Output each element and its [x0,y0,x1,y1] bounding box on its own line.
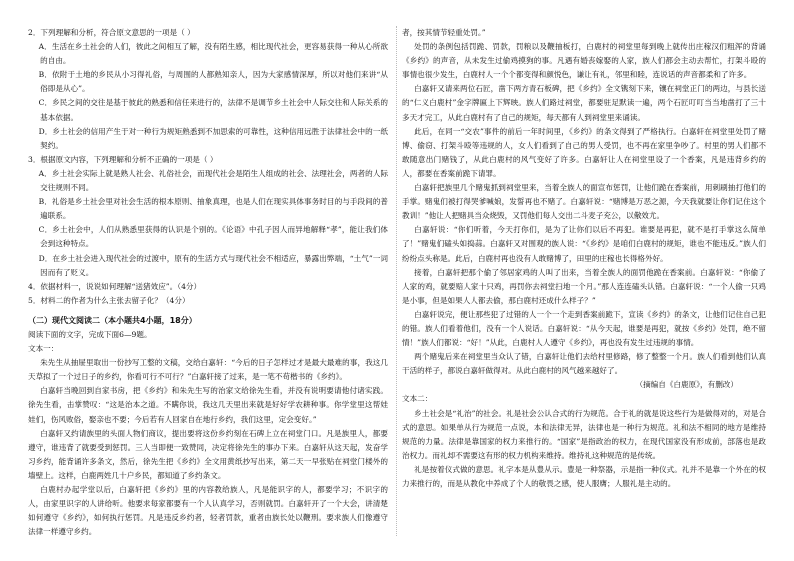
left-column [28,26,388,539]
text-paragraph-12: 礼是按着仪式做的意思。礼字本是从豊从示。豊是一种祭器，示是指一种仪式。礼并不是靠一个外在的权力来推行的，而是从教化中养成了个人的敬畏之感，使人服膺；人服礼是主动的。 [402,464,766,488]
text-paragraph-2: 白嘉轩又请来两位石匠，凿下两方青石板碑，把《乡约》全文镌刻下来，镶在祠堂正门的两边，与县长送的“仁义白鹿村”金字牌匾上下辉映。族人们路过祠堂，都要驻足默读一遍，两个石匠叮叮当当地凿打了三十多天才完工，从此白鹿村有了自己的规矩，每天都有人到祠堂里来诵读。 [402,84,766,122]
column-divider [396,26,397,536]
text-paragraph-7: 白嘉轩说完，便让那些犯了过错的人一个一个走到香案前跪下，宣读《乡约》的条文，让他们记住自己犯的错。族人们看着他们，没有一个人说话。白嘉轩说：“从今天起，谁要是再犯，就按《乡约》处罚，绝不留情！”族人们都说：“好！”从此，白鹿村人人遵守《乡约》，再也没有发生过违规的事情。 [402,309,766,348]
question-stem-0: 2．下列理解和分析，符合原文意思的一项是（ ） [28,28,195,37]
text-paragraph-4: 白嘉轩把族里几个赌鬼抓到祠堂里来，当着全族人的面宣布惩罚，让他们跪在香案前，用刺刷抽打他们的手掌。赌鬼们被打得哭爹喊娘，发誓再也不赌了。白嘉轩说：“赌博是万恶之源，今天我就要让你们记住这个教训！”他让人把赌具当众烧毁，又罚他们每人交出二斗麦子充公，以儆效尤。 [402,183,766,221]
question-stem-11: 5．材料二的作者为什么主张去留子化？（4分） [28,295,190,305]
text-line-0: 者，按其情节轻重处罚。” [402,28,486,37]
question-stem-5: 3．根据原文内容，下列理解和分析不正确的一项是（ ） [28,154,218,164]
answer-option-9: D．在乡土社会进入现代社会的过渡中，原有的生活方式与现代社会不相适应，暴露出弊端，“土气”一词因而有了贬义。 [38,253,388,277]
text-paragraph-1: 处罚的条例包括罚跪、罚款，罚粮以及鞭抽板打，白鹿村的祠堂里每到晚上就传出庄稼汉们粗浑的背诵《乡约》的声音，从未发生过偷鸡摸狗的事。凡遇有婚丧嫁娶的人家，族人们都会主动去帮忙，打架斗殴的事情也很少发生，白鹿村人一个个都变得和颜悦色，谦让有礼，邻里和睦，连说话的声音都柔和了许多。 [402,42,766,80]
answer-option-4: D．乡土社会的信用产生于对一种行为规矩熟悉到不加思索的可靠性，这种信用远胜于法律社会中的一纸契约。 [38,126,388,150]
text-line-14: 阅读下面的文字，完成下面6—9题。 [28,329,152,339]
text-paragraph-16: 朱先生从抽屉里取出一份抄写工整的文稿，交给白嘉轩：“今后的日子怎样过才是最大最难的事，我这几天草拟了一个过日子的乡约，你看可行不可行？”白嘉轩接了过来，是一笔不苟楷书的《乡约》。 [28,358,388,382]
answer-option-3: C．乡民之间的交往是基于彼此的熟悉和信任来进行的，法律不是调节乡土社会中人际交往和人际关系的基本依据。 [38,98,388,122]
text-paragraph-11: 乡土社会是“礼治”的社会。礼是社会公认合式的行为规范。合于礼的就是说这些行为是做得对的，对是合式的意思。如果单从行为规范一点说，本和法律无异，法律也是一种行为规范。礼和法不相同的地方是维持规范的力量。法律是靠国家的权力来推行的。“国家”是指政治的权力，在现代国家没有形成前，部落也是政治权力。而礼却不需要这有形的权力机构来维持。维持礼这种规范的是传统。 [402,408,766,460]
answer-option-8: C．乡土社会中，人们从熟悉里获得的认识是个别的。《论语》中孔子因人而异地解释“孝”，能让我们体会到这种特点。 [38,225,388,249]
answer-option-1: A．生活在乡土社会的人们，彼此之间相互了解，没有陌生感，相比现代社会，更容易获得一种从心所欲的自由。 [38,42,388,66]
text-paragraph-5: 白嘉轩说：“你们听着，今天打你们，是为了让你们以后不再犯。谁要是再犯，就不是打手掌这么简单了！”赌鬼们磕头如捣蒜。白嘉轩又对围观的族人说：“《乡约》是咱们白鹿村的规矩，谁也不能违反。”族人们纷纷点头称是。此后，白鹿村再也没有人敢赌博了，田里的庄稼也长得格外好。 [402,225,766,263]
answer-option-2: B．依附于土地的乡民从小习得礼俗，与周围的人都熟知亲人，因为大家感情深厚，所以对他们来讲“从俗即是从心”。 [38,70,388,94]
text-paragraph-8: 两个赌鬼后来在祠堂里当众认了错，白嘉轩让他们去给村里修路，修了整整一个月。族人们看到他们认真干活的样子，都说白嘉轩做得对。从此白鹿村的风气越来越好了。 [402,352,766,376]
answer-option-6: A．乡土社会实际上就是熟人社会、礼俗社会，而现代社会是陌生人组成的社会、法理社会，两者的人际交往规则不同。 [38,168,388,193]
answer-option-7: B．礼俗是乡土社会里对社会生活的根本原则、抽象真理，也是人们在现实具体事务时目的与手段间的普遍联系。 [38,197,388,221]
section-heading-13: （二）现代文阅读二（本小题共4小题，18分） [28,315,197,325]
text-line-10: 文本二： [402,394,433,404]
text-paragraph-19: 白鹿村办起学堂以后，白嘉轩把《乡约》里的内容教给族人，凡是能识字的人，都要学习；不识字的人，由家里识字的人讲给听。他要求每家都要有一个人认真学习，否则就罚。白嘉轩开了一个大会，讲清楚如何遵守《乡约》，如何执行惩罚。凡是违反乡约者，轻者罚款，重者由族长处以鞭刑。要求族人们像遵守法律一样遵守乡约。 [28,485,388,537]
text-paragraph-3: 此后，在同一“交农”事件的前后一年时间里，《乡约》的条文得到了严格执行。白嘉轩在祠堂里处罚了赌博、偷窃、打架斗殴等违规的人，女人们看到了自己的男人受罚，也不再在家里争吵了。村里的男人们都不敢随意出门赌钱了，从此白鹿村的风气变好了许多。白嘉轩让人在祠堂里设了一个香案，凡是违背乡约的人，都要在香案前跪下请罪。 [402,126,766,178]
source-note-9: （摘编自《白鹿原》，有删改） [635,380,738,390]
text-paragraph-6: 接着，白嘉轩把那个偷了邻居家鸡的人叫了出来，当着全族人的面罚他跪在香案前。白嘉轩说：“你偷了人家的鸡，就要赔人家十只鸡，再罚你去祠堂扫地一个月。”那人连连磕头认错。白嘉轩说：“一个人偷一只鸡是小事，但是如果人人都去偷，那白鹿村还成什么样子？” [402,267,766,305]
question-stem-10: 4．依据材料一，说说如何理解“送猪效应”。（4分） [28,281,202,291]
text-line-15: 文本一： [28,344,59,354]
text-paragraph-17: 白嘉轩当晚回到自家书房，把《乡约》和朱先生写的治家文给徐先生看，并没有说明要请他付诸实践。徐先生看，击掌赞叹：“这是治本之道。不瞒你说，我这几天里出来就是好好学农耕种事。你学堂里这帮娃娃们，伤风败俗，娶亲也不要；今后若有人回家自在地行乡约，我们这里，定会变好。” [28,386,388,424]
text-paragraph-18: 白嘉轩又约请族里的头面人物们商议，提出要将这份乡约刻在石碑上立在祠堂门口。凡是族里人，都要遵守，谁违背了就要受到惩罚。三人当即便一致赞同，决定将徐先生的事办下来。白嘉轩从这天起，发奋学习乡约，能背诵许多条文，然后，徐先生把《乡约》全文用黄纸抄写出来，第二天一早张贴在祠堂门楼外的墙壁上。这样，白鹿两姓几十户乡民，都知道了乡约条文。 [28,428,388,480]
right-column [402,26,766,491]
